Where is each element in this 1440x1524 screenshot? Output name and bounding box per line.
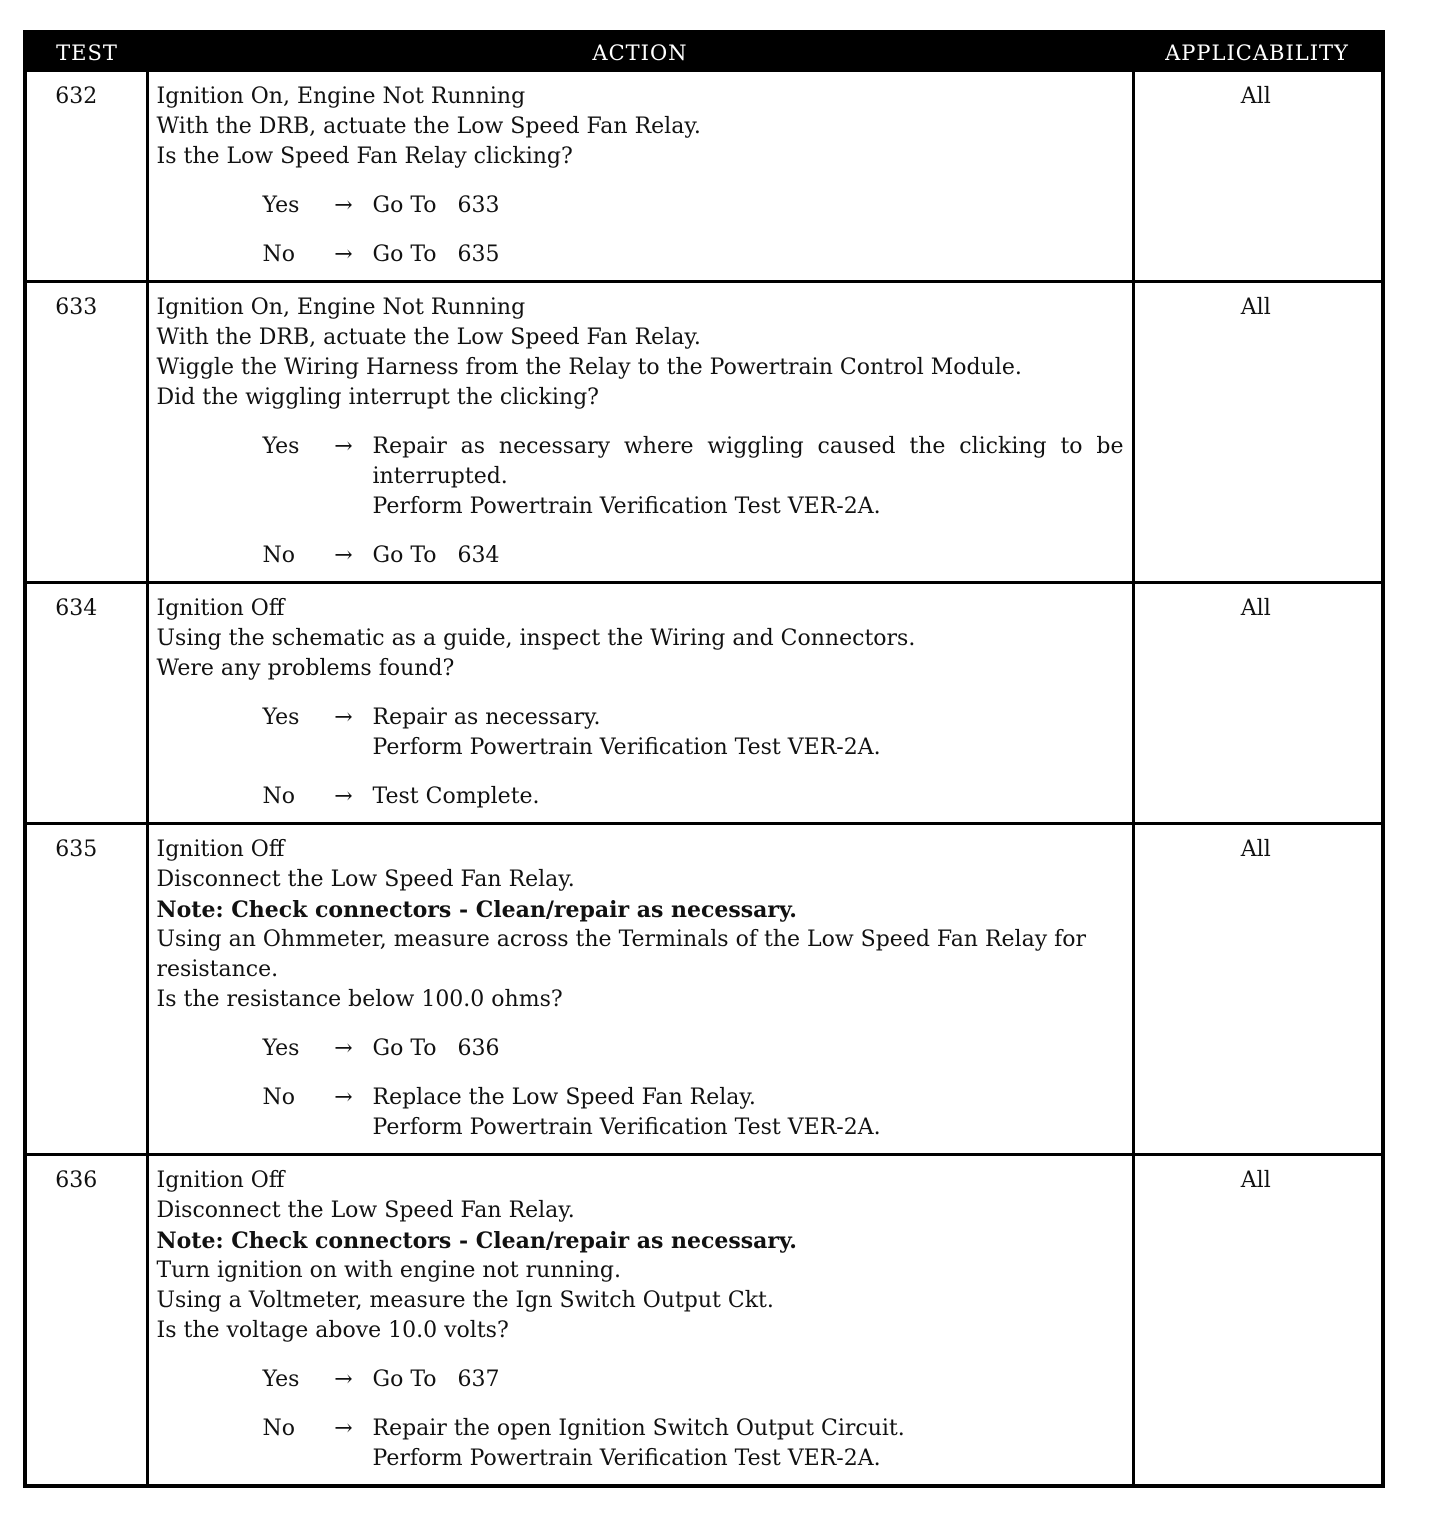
test-action	[147, 824, 1133, 1155]
answer-result	[367, 703, 1124, 763]
answer-result	[367, 782, 1124, 812]
test-number: 633	[27, 282, 147, 583]
answer-result-line: Replace the Low Speed Fan Relay.	[372, 1085, 756, 1110]
answer-label: No	[262, 242, 295, 267]
answer-label: Yes	[262, 705, 300, 730]
answer-result-line: Perform Powertrain Verification Test VER-2A.	[372, 1446, 881, 1471]
answer-result-line: Go To 633	[372, 193, 500, 218]
answer-label: No	[262, 784, 295, 809]
arrow-right-icon: →	[334, 434, 353, 459]
answer-result-line: Test Complete.	[372, 784, 540, 809]
applicability-value: All	[1133, 583, 1381, 824]
test-action	[147, 583, 1133, 824]
answer-list	[157, 1365, 1124, 1474]
action-step: With the DRB, actuate the Low Speed Fan Relay.	[156, 325, 701, 350]
arrow-right-icon: →	[334, 1367, 353, 1392]
answer-result	[367, 1083, 1124, 1143]
answer-label: Yes	[262, 193, 300, 218]
action-step: With the DRB, actuate the Low Speed Fan Relay.	[156, 114, 701, 139]
answer-list	[157, 191, 1124, 270]
answer-result-line: Repair as necessary.	[372, 705, 601, 730]
answer-label: Yes	[262, 1036, 300, 1061]
table-row	[27, 72, 1381, 282]
table-row	[27, 1155, 1381, 1485]
answer-list	[157, 1034, 1124, 1143]
answer-result-line: Go To 636	[372, 1036, 500, 1061]
action-note: Note: Check connectors - Clean/repair as necessary.	[156, 897, 797, 923]
answer-label: Yes	[262, 434, 300, 459]
answer-no	[157, 240, 1124, 270]
answer-result	[367, 432, 1131, 522]
arrow-right-icon: →	[334, 543, 353, 568]
answer-result	[367, 191, 1124, 221]
action-step: Disconnect the Low Speed Fan Relay.	[156, 867, 575, 892]
answer-yes	[157, 191, 1124, 221]
action-step: Did the wiggling interrupt the clicking?	[156, 385, 599, 410]
answer-yes	[157, 703, 1124, 763]
answer-result-line: Repair as necessary where wiggling caused the clicking to be interrupted.	[372, 434, 1131, 489]
action-step: Using a Voltmeter, measure the Ign Switch Output Ckt.	[156, 1288, 774, 1313]
answer-label: No	[262, 543, 295, 568]
arrow-right-icon: →	[334, 705, 353, 730]
action-step: Turn ignition on with engine not running.	[156, 1258, 621, 1283]
header-action: ACTION	[147, 34, 1133, 72]
test-number: 635	[27, 824, 147, 1155]
test-action	[147, 1155, 1133, 1485]
action-step: Disconnect the Low Speed Fan Relay.	[156, 1198, 575, 1223]
answer-list	[157, 432, 1131, 571]
answer-no	[157, 1083, 1124, 1143]
test-number: 634	[27, 583, 147, 824]
answer-no	[157, 782, 1124, 812]
answer-result-line: Repair the open Ignition Switch Output Circuit.	[372, 1416, 905, 1441]
answer-no	[157, 1414, 1124, 1474]
action-step: Ignition Off	[156, 1168, 285, 1193]
arrow-right-icon: →	[334, 1085, 353, 1110]
test-action	[147, 282, 1133, 583]
answer-result-line: Perform Powertrain Verification Test VER-2A.	[372, 494, 881, 519]
answer-label: Yes	[262, 1367, 300, 1392]
table-row	[27, 282, 1381, 583]
applicability-value: All	[1133, 282, 1381, 583]
arrow-right-icon: →	[334, 784, 353, 809]
test-action	[147, 72, 1133, 282]
action-step: Using the schematic as a guide, inspect the Wiring and Connectors.	[156, 626, 916, 651]
action-step: Ignition On, Engine Not Running	[156, 84, 526, 109]
action-step: Is the voltage above 10.0 volts?	[156, 1318, 509, 1343]
answer-result	[367, 1365, 1124, 1395]
diagnostic-test-table	[23, 30, 1385, 1488]
table-row	[27, 583, 1381, 824]
arrow-right-icon: →	[334, 1416, 353, 1441]
arrow-right-icon: →	[334, 1036, 353, 1061]
test-number: 636	[27, 1155, 147, 1485]
answer-yes	[157, 1365, 1124, 1395]
test-table	[27, 34, 1381, 1484]
action-step: Ignition Off	[156, 837, 285, 862]
test-number: 632	[27, 72, 147, 282]
action-step: Were any problems found?	[156, 656, 455, 681]
action-step: Is the Low Speed Fan Relay clicking?	[156, 144, 573, 169]
answer-result	[367, 541, 1124, 571]
answer-label: No	[262, 1416, 295, 1441]
applicability-value: All	[1133, 1155, 1381, 1485]
applicability-value: All	[1133, 72, 1381, 282]
answer-result	[367, 1414, 1124, 1474]
action-note: Note: Check connectors - Clean/repair as necessary.	[156, 1228, 797, 1254]
action-step: Ignition Off	[156, 596, 285, 621]
table-header-row	[27, 34, 1381, 72]
answer-label: No	[262, 1085, 295, 1110]
action-step: Ignition On, Engine Not Running	[156, 295, 526, 320]
header-test: TEST	[27, 34, 147, 72]
answer-yes	[157, 432, 1131, 522]
action-step: Is the resistance below 100.0 ohms?	[156, 987, 563, 1012]
answer-no	[157, 541, 1124, 571]
header-applicability: APPLICABILITY	[1133, 34, 1381, 72]
action-step: Wiggle the Wiring Harness from the Relay to the Powertrain Control Module.	[156, 355, 1022, 380]
action-step: Using an Ohmmeter, measure across the Terminals of the Low Speed Fan Relay for resistance.	[156, 927, 1087, 982]
answer-result-line: Perform Powertrain Verification Test VER-2A.	[372, 735, 881, 760]
arrow-right-icon: →	[334, 193, 353, 218]
answer-result-line: Go To 637	[372, 1367, 500, 1392]
answer-result-line: Perform Powertrain Verification Test VER-2A.	[372, 1115, 881, 1140]
answer-list	[157, 703, 1124, 812]
answer-result	[367, 1034, 1124, 1064]
arrow-right-icon: →	[334, 242, 353, 267]
answer-result-line: Go To 635	[372, 242, 500, 267]
answer-result	[367, 240, 1124, 270]
answer-result-line: Go To 634	[372, 543, 500, 568]
table-row	[27, 824, 1381, 1155]
answer-yes	[157, 1034, 1124, 1064]
applicability-value: All	[1133, 824, 1381, 1155]
